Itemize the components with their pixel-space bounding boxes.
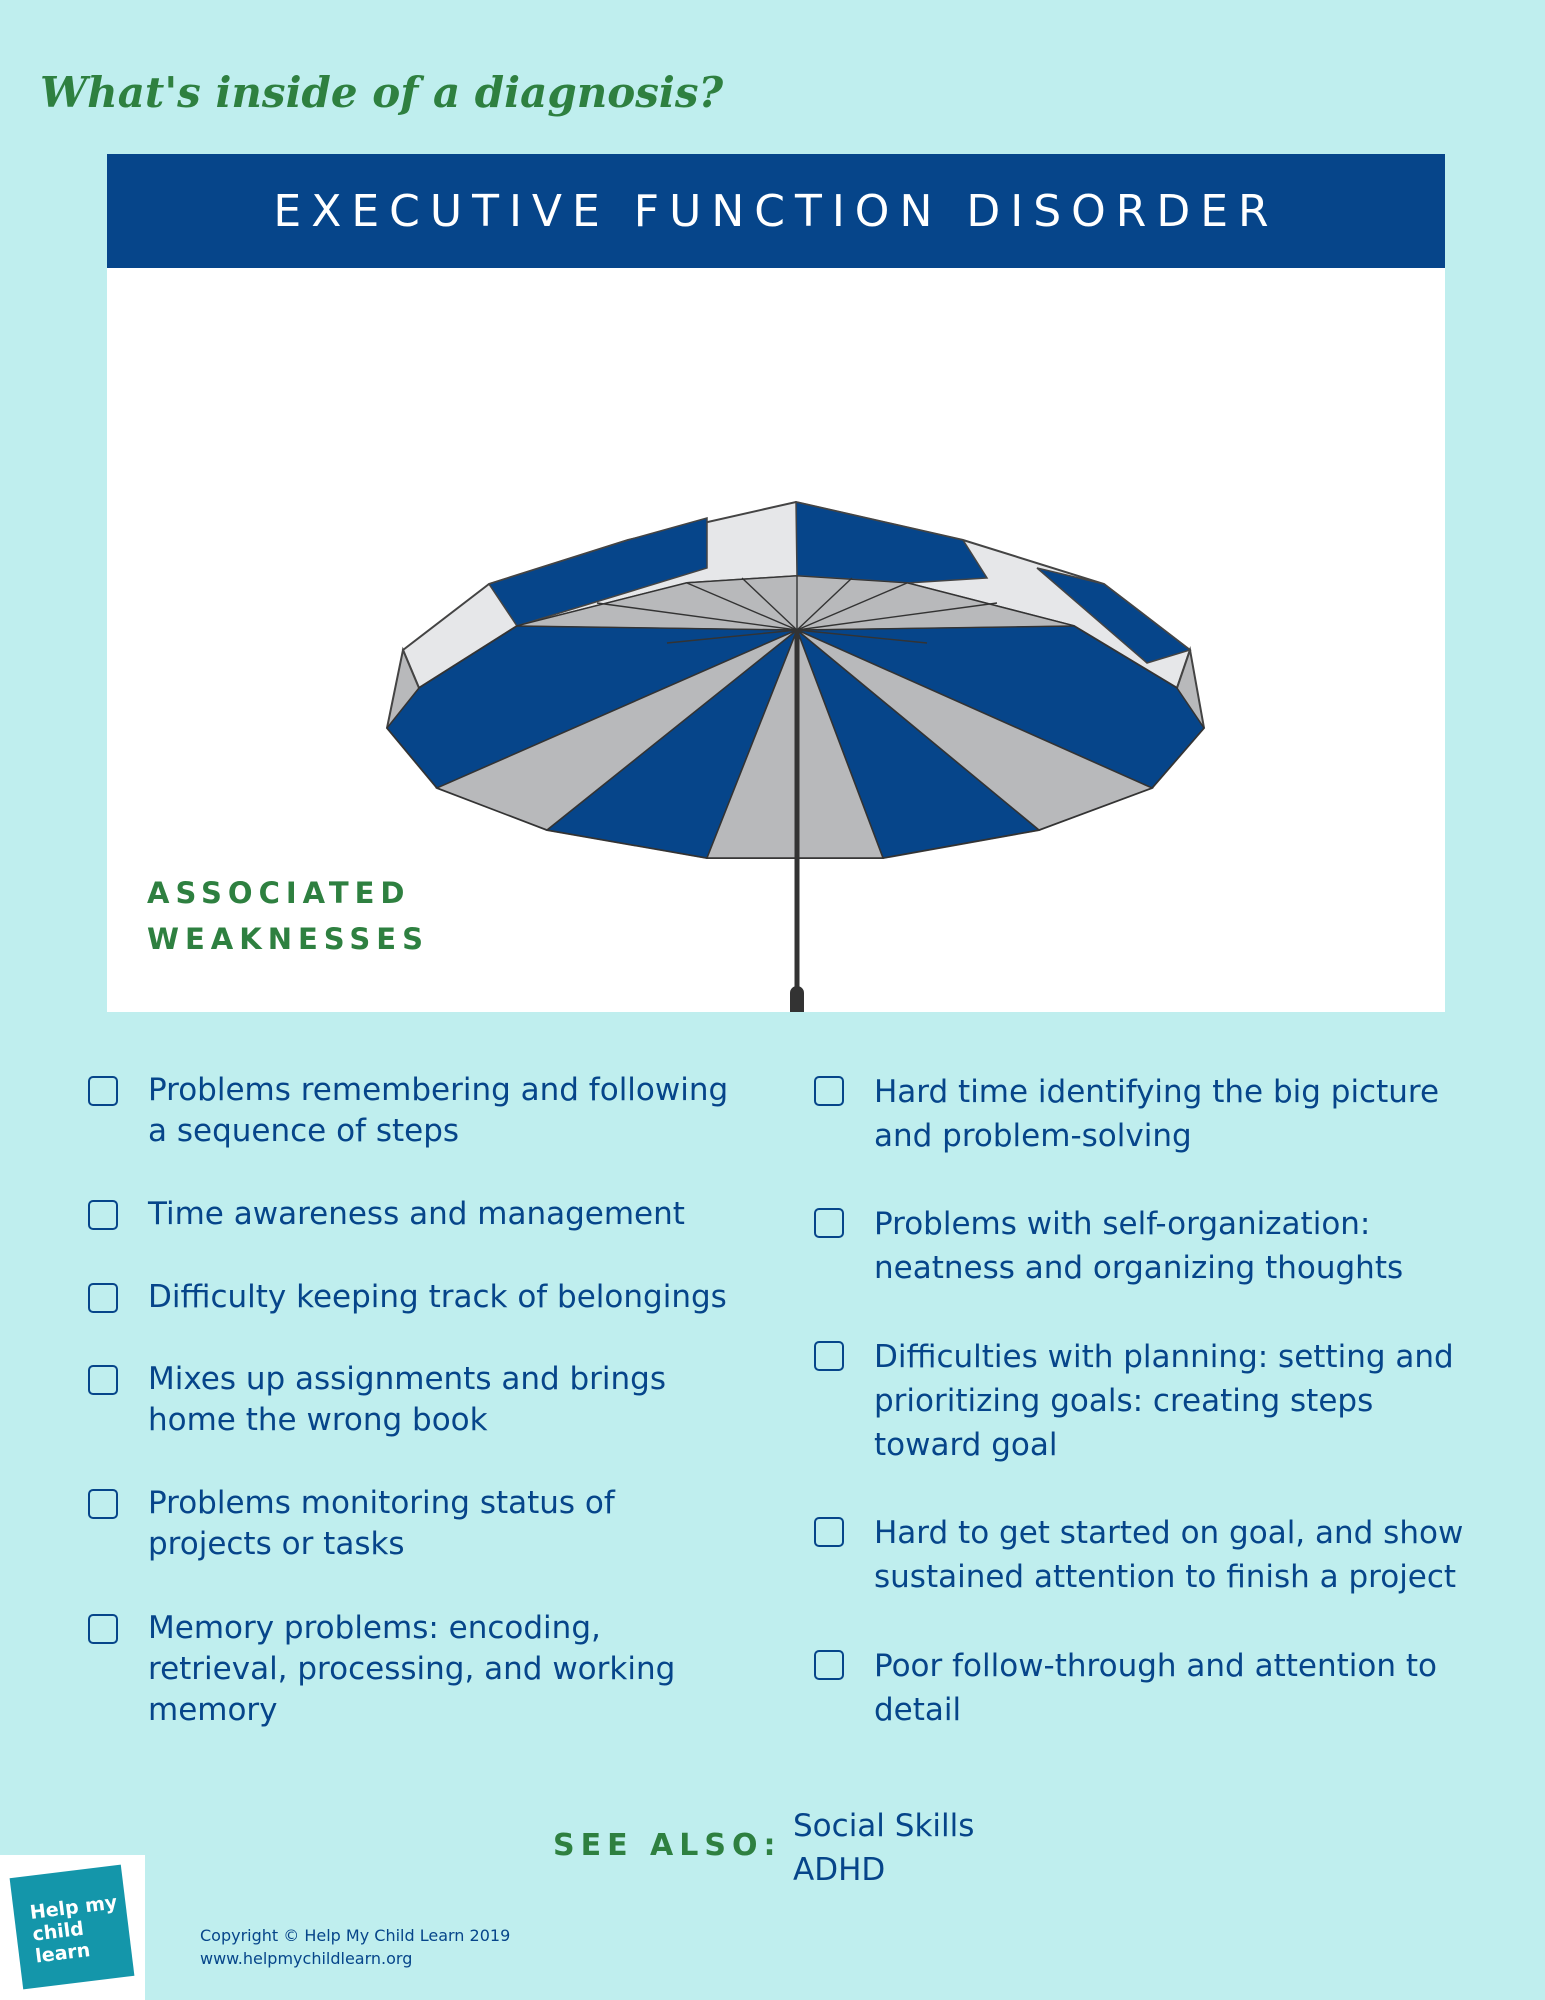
weakness-text: Difficulties with planning: setting and prioritizing goals: creating steps toward goal — [874, 1339, 1454, 1463]
diagnosis-card — [107, 154, 1445, 1012]
see-also-label: SEE ALSO: — [553, 1828, 782, 1863]
weakness-text: Problems remembering and following a sequence of steps — [148, 1072, 729, 1149]
footer-copyright — [200, 1924, 510, 1970]
checkbox[interactable] — [814, 1517, 844, 1547]
see-also-link-adhd[interactable]: ADHD — [793, 1852, 886, 1888]
checkbox[interactable] — [814, 1341, 844, 1371]
weakness-text: Time awareness and management — [148, 1196, 685, 1232]
weakness-text: Memory problems: encoding, retrieval, processing, and working memory — [148, 1610, 676, 1728]
weakness-item[interactable] — [814, 1644, 1484, 1732]
checkbox[interactable] — [88, 1076, 118, 1106]
weakness-text: Problems with self-organization: neatness and organizing thoughts — [874, 1206, 1404, 1286]
weakness-item[interactable] — [88, 1608, 748, 1731]
checkbox[interactable] — [88, 1365, 118, 1395]
weakness-item[interactable] — [88, 1194, 748, 1235]
weakness-item[interactable] — [814, 1070, 1484, 1158]
weakness-item[interactable] — [88, 1359, 748, 1441]
weakness-item[interactable] — [814, 1335, 1484, 1467]
help-my-child-learn-logo: Help my child learn — [10, 1865, 135, 1990]
see-also-link-social-skills[interactable]: Social Skills — [793, 1808, 975, 1844]
umbrella-back-panel — [796, 502, 987, 583]
weakness-item[interactable] — [88, 1483, 748, 1565]
checkbox[interactable] — [88, 1283, 118, 1313]
see-also-links — [793, 1804, 974, 1892]
weakness-item[interactable] — [814, 1202, 1484, 1290]
checkbox[interactable] — [88, 1200, 118, 1230]
umbrella-handle — [731, 993, 797, 1012]
logo-container — [0, 1855, 145, 2000]
weakness-item[interactable] — [88, 1070, 748, 1152]
weakness-text: Difficulty keeping track of belongings — [148, 1279, 727, 1315]
page-heading: What's inside of a diagnosis? — [40, 68, 724, 117]
associated-weaknesses-label: ASSOCIATED WEAKNESSES — [147, 876, 429, 956]
checkbox[interactable] — [814, 1076, 844, 1106]
checkbox[interactable] — [88, 1614, 118, 1644]
weakness-item[interactable] — [814, 1511, 1484, 1599]
weakness-text: Problems monitoring status of projects or tasks — [148, 1485, 615, 1562]
weakness-text: Hard time identifying the big picture and problem-solving — [874, 1074, 1440, 1154]
checkbox[interactable] — [814, 1208, 844, 1238]
checkbox[interactable] — [88, 1489, 118, 1519]
weakness-text: Poor follow-through and attention to detail — [874, 1648, 1437, 1728]
weakness-text: Hard to get started on goal, and show sustained attention to finish a project — [874, 1515, 1464, 1595]
website-text: www.helpmychildlearn.org — [200, 1949, 413, 1968]
weakness-text: Mixes up assignments and brings home the wrong book — [148, 1361, 667, 1438]
checkbox[interactable] — [814, 1650, 844, 1680]
copyright-text: Copyright © Help My Child Learn 2019 — [200, 1926, 511, 1945]
weakness-item[interactable] — [88, 1277, 748, 1318]
diagnosis-title-banner: EXECUTIVE FUNCTION DISORDER — [107, 154, 1445, 268]
